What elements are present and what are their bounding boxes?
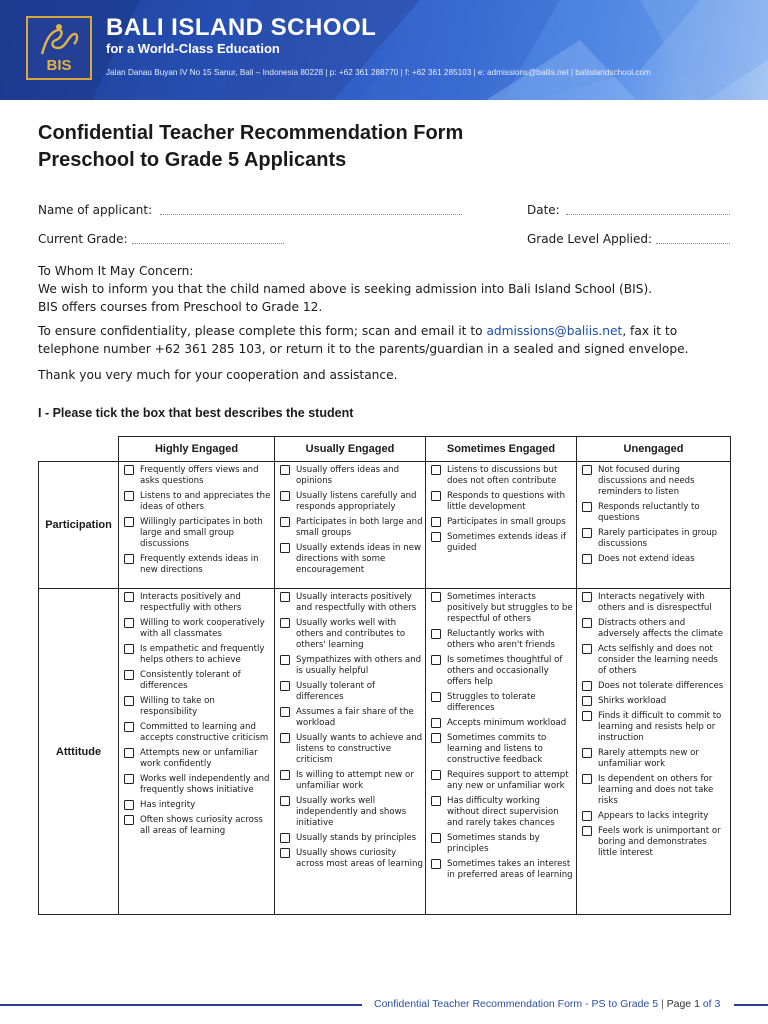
applicant-name-field[interactable]	[160, 214, 462, 215]
checkbox[interactable]	[280, 833, 290, 843]
logo-text: BIS	[46, 57, 72, 74]
checkbox-option[interactable]	[431, 718, 574, 729]
school-name: BALI ISLAND SCHOOL	[106, 14, 377, 41]
checkbox[interactable]	[124, 774, 134, 784]
checkbox-option[interactable]	[431, 491, 574, 513]
checkbox-label: Requires support to attempt any new or unfamiliar work	[447, 770, 569, 791]
assessment-table	[38, 436, 731, 915]
checkbox-option[interactable]	[124, 465, 272, 487]
checkbox[interactable]	[280, 491, 290, 501]
checkbox-list	[577, 462, 730, 572]
checkbox[interactable]	[124, 465, 134, 475]
checkbox-label: Consistently tolerant of differences	[140, 670, 241, 691]
checkbox-option[interactable]	[431, 833, 574, 855]
checkbox-label: Usually works well independently and shows initiative	[296, 796, 407, 828]
letterhead	[0, 0, 768, 104]
checkbox-option[interactable]	[280, 733, 423, 766]
checkbox-option[interactable]	[431, 692, 574, 714]
checkbox-option[interactable]	[582, 681, 728, 692]
checkbox-option[interactable]	[280, 517, 423, 539]
checkbox-option[interactable]	[431, 733, 574, 766]
checkbox-label: Attempts new or unfamiliar work confidently	[140, 748, 258, 769]
checkbox-label: Participates in small groups	[447, 517, 566, 527]
current-grade-field[interactable]	[132, 243, 284, 244]
row-header: Participation	[39, 462, 119, 589]
checkbox-label: Is willing to attempt new or unfamiliar work	[296, 770, 414, 791]
checkbox-option[interactable]	[124, 722, 272, 744]
checkbox-label: Usually wants to achieve and listens to constructive criticism	[296, 733, 423, 765]
checkbox[interactable]	[431, 796, 441, 806]
checkbox-option[interactable]	[280, 618, 423, 651]
checkbox-option[interactable]	[124, 554, 272, 576]
grade-applied-label: Grade Level Applied:	[527, 232, 653, 246]
checkbox-option[interactable]	[582, 554, 728, 565]
checkbox-option[interactable]	[582, 811, 728, 822]
checkbox-label: Sometimes takes an interest in preferred areas of learning	[447, 859, 573, 880]
checkbox-label: Usually listens carefully and responds appropriately	[296, 491, 417, 512]
table-row	[39, 462, 731, 589]
checkbox-label: Finds it difficult to commit to learning and resists help or instruction	[598, 711, 722, 743]
checkbox-option[interactable]	[582, 748, 728, 770]
checkbox-label: Participates in both large and small groups	[296, 517, 423, 538]
checkbox-label: Listens to and appreciates the ideas of others	[140, 491, 271, 512]
checkbox[interactable]	[280, 848, 290, 858]
checkbox-option[interactable]	[582, 644, 728, 677]
checkbox-option[interactable]	[582, 528, 728, 550]
checkbox-list	[275, 589, 425, 877]
page-footer	[374, 998, 720, 1010]
checkbox-list	[577, 589, 730, 866]
checkbox-label: Assumes a fair share of the workload	[296, 707, 414, 728]
letter-paragraph-1-line-2: BIS offers courses from Preschool to Grade 12.	[38, 300, 323, 314]
checkbox-list	[426, 462, 576, 561]
footer-rule-right	[734, 1004, 768, 1006]
checkbox[interactable]	[431, 592, 441, 602]
checkbox-list	[119, 589, 274, 844]
checkbox-option[interactable]	[280, 681, 423, 703]
checkbox-label: Rarely attempts new or unfamiliar work	[598, 748, 699, 769]
checkbox-label: Listens to discussions but does not often contribute	[447, 465, 558, 486]
checkbox-option[interactable]	[582, 711, 728, 744]
checkbox-label: Appears to lacks integrity	[598, 811, 709, 821]
checkbox-option[interactable]	[124, 644, 272, 666]
table-cell	[577, 589, 731, 915]
checkbox-label: Does not extend ideas	[598, 554, 695, 564]
checkbox-label: Feels work is unimportant or boring and demonstrates little interest	[598, 826, 721, 858]
checkbox-label: Usually stands by principles	[296, 833, 417, 843]
checkbox[interactable]	[124, 800, 134, 810]
checkbox-label: Usually offers ideas and opinions	[296, 465, 400, 486]
checkbox-option[interactable]	[582, 618, 728, 640]
checkbox-label: Does not tolerate differences	[598, 681, 724, 691]
checkbox-label: Sometimes interacts positively but struggles to be respectful of others	[447, 592, 573, 624]
checkbox-label: Usually works well with others and contributes to others' learning	[296, 618, 406, 650]
title-line-1: Confidential Teacher Recommendation Form	[38, 122, 464, 144]
checkbox[interactable]	[431, 532, 441, 542]
checkbox[interactable]	[124, 592, 134, 602]
salutation: To Whom It May Concern:	[38, 264, 194, 278]
checkbox[interactable]	[124, 748, 134, 758]
checkbox-option[interactable]	[431, 629, 574, 651]
checkbox[interactable]	[280, 733, 290, 743]
checkbox[interactable]	[280, 618, 290, 628]
checkbox[interactable]	[124, 644, 134, 654]
checkbox[interactable]	[582, 748, 592, 758]
checkbox-option[interactable]	[431, 532, 574, 554]
table-cell	[426, 589, 577, 915]
checkbox[interactable]	[582, 554, 592, 564]
contact-address: Jalan Danau Buyan IV No 15 Sanur, Bali – Indonesia 80228 | p: +62 361 288770 | f: +62 361 285103 | e: admissions@baliis.net | baliislandschool.com	[106, 68, 651, 77]
applicant-name-label: Name of applicant:	[38, 203, 153, 217]
checkbox-option[interactable]	[280, 796, 423, 829]
checkbox[interactable]	[280, 517, 290, 527]
school-tagline: for a World-Class Education	[106, 41, 280, 56]
checkbox[interactable]	[582, 465, 592, 475]
checkbox-label: Often shows curiosity across all areas of learning	[140, 815, 263, 836]
checkbox[interactable]	[124, 554, 134, 564]
current-grade-label: Current Grade:	[38, 232, 128, 246]
checkbox[interactable]	[431, 833, 441, 843]
cover-letter	[38, 262, 728, 384]
checkbox[interactable]	[431, 718, 441, 728]
footer-total-pages: 3	[714, 998, 721, 1010]
checkbox[interactable]	[124, 815, 134, 825]
checkbox-option[interactable]	[280, 848, 423, 870]
checkbox-option[interactable]	[280, 465, 423, 487]
checkbox-option[interactable]	[124, 618, 272, 640]
table-header-row	[39, 437, 731, 462]
date-field[interactable]	[566, 214, 730, 215]
table-corner	[39, 437, 119, 462]
checkbox-option[interactable]	[431, 517, 574, 528]
checkbox[interactable]	[582, 502, 592, 512]
admissions-email-link[interactable]: admissions@baliis.net	[486, 324, 623, 338]
checkbox[interactable]	[431, 629, 441, 639]
checkbox[interactable]	[280, 655, 290, 665]
footer-page-label: Page	[666, 998, 692, 1010]
checkbox[interactable]	[124, 670, 134, 680]
checkbox-label: Sometimes stands by principles	[447, 833, 540, 854]
checkbox[interactable]	[124, 517, 134, 527]
checkbox-option[interactable]	[280, 770, 423, 792]
checkbox[interactable]	[582, 592, 592, 602]
checkbox-option[interactable]	[582, 592, 728, 614]
checkbox-option[interactable]	[124, 592, 272, 614]
checkbox[interactable]	[280, 770, 290, 780]
column-header: Highly Engaged	[119, 437, 275, 462]
checkbox[interactable]	[124, 696, 134, 706]
page-title	[38, 120, 463, 174]
checkbox-option[interactable]	[431, 796, 574, 829]
checkbox[interactable]	[582, 618, 592, 628]
checkbox-list	[275, 462, 425, 583]
checkbox-label: Reluctantly works with others who aren't friends	[447, 629, 555, 650]
checkbox-label: Willing to take on responsibility	[140, 696, 215, 717]
column-header: Sometimes Engaged	[426, 437, 577, 462]
checkbox-option[interactable]	[280, 707, 423, 729]
checkbox-label: Works well independently and frequently shows initiative	[140, 774, 270, 795]
footer-document-title: Confidential Teacher Recommendation Form - PS to Grade 5	[374, 998, 659, 1010]
footer-page-number: 1	[694, 998, 700, 1010]
checkbox-option[interactable]	[280, 655, 423, 677]
checkbox-option[interactable]	[124, 696, 272, 718]
checkbox-label: Frequently extends ideas in new directions	[140, 554, 259, 575]
checkbox-option[interactable]	[431, 859, 574, 881]
checkbox-label: Sometimes extends ideas if guided	[447, 532, 567, 553]
checkbox[interactable]	[280, 465, 290, 475]
checkbox-option[interactable]	[582, 774, 728, 807]
checkbox[interactable]	[124, 722, 134, 732]
checkbox-list	[119, 462, 274, 583]
checkbox-label: Usually extends ideas in new directions with some encouragement	[296, 543, 421, 575]
checkbox-label: Has difficulty working without direct supervision and rarely takes chances	[447, 796, 559, 828]
checkbox-option[interactable]	[431, 465, 574, 487]
checkbox[interactable]	[280, 681, 290, 691]
checkbox-label: Willing to work cooperatively with all classmates	[140, 618, 265, 639]
table-cell	[119, 589, 275, 915]
checkbox-label: Responds to questions with little development	[447, 491, 566, 512]
checkbox-label: Sometimes commits to learning and listens to constructive feedback	[447, 733, 547, 765]
checkbox-option[interactable]	[124, 815, 272, 837]
checkbox-option[interactable]	[280, 833, 423, 844]
table-cell	[275, 589, 426, 915]
checkbox-option[interactable]	[582, 465, 728, 498]
checkbox-label: Committed to learning and accepts constructive criticism	[140, 722, 269, 743]
checkbox-label: Interacts negatively with others and is disrespectful	[598, 592, 712, 613]
checkbox-option[interactable]	[582, 826, 728, 859]
checkbox-label: Is empathetic and frequently helps others to achieve	[140, 644, 265, 665]
checkbox-label: Is dependent on others for learning and does not take risks	[598, 774, 714, 806]
footer-rule-left	[0, 1004, 362, 1006]
checkbox[interactable]	[280, 592, 290, 602]
date-label: Date:	[527, 203, 560, 217]
checkbox-option[interactable]	[280, 592, 423, 614]
checkbox-label: Shirks workload	[598, 696, 667, 706]
checkbox-label: Distracts others and adversely affects the climate	[598, 618, 724, 639]
letter-paragraph-2: To ensure confidentiality, please complete this form; scan and email it to admissions@baliis.net, fax it to telephone number +62 361 285 103, or return it to the parents/guardian in a sealed and signed envelope.	[38, 324, 689, 356]
checkbox[interactable]	[280, 707, 290, 717]
checkbox[interactable]	[582, 711, 592, 721]
checkbox[interactable]	[431, 733, 441, 743]
checkbox-option[interactable]	[124, 774, 272, 796]
checkbox[interactable]	[431, 692, 441, 702]
checkbox-label: Usually interacts positively and respectfully with others	[296, 592, 417, 613]
checkbox[interactable]	[124, 618, 134, 628]
checkbox-option[interactable]	[124, 670, 272, 692]
checkbox-label: Sympathizes with others and is usually helpful	[296, 655, 422, 676]
checkbox[interactable]	[280, 796, 290, 806]
checkbox-option[interactable]	[124, 491, 272, 513]
checkbox-option[interactable]	[124, 748, 272, 770]
checkbox[interactable]	[582, 811, 592, 821]
logo-emblem-icon	[28, 20, 90, 60]
checkbox-option[interactable]	[582, 502, 728, 524]
checkbox[interactable]	[431, 465, 441, 475]
checkbox-label: Frequently offers views and asks questions	[140, 465, 259, 486]
checkbox-label: Interacts positively and respectfully with others	[140, 592, 242, 613]
checkbox-label: Not focused during discussions and needs reminders to listen	[598, 465, 695, 497]
checkbox-option[interactable]	[280, 491, 423, 513]
checkbox-label: Rarely participates in group discussions	[598, 528, 718, 549]
checkbox-option[interactable]	[431, 770, 574, 792]
title-line-2: Preschool to Grade 5 Applicants	[38, 149, 347, 171]
letter-paragraph-3: Thank you very much for your cooperation and assistance.	[38, 368, 398, 382]
row-header: Atttitude	[39, 589, 119, 915]
checkbox-option[interactable]	[431, 592, 574, 625]
checkbox-option[interactable]	[431, 655, 574, 688]
checkbox[interactable]	[124, 491, 134, 501]
table-cell	[426, 462, 577, 589]
checkbox[interactable]	[582, 528, 592, 538]
checkbox[interactable]	[431, 517, 441, 527]
table-cell	[119, 462, 275, 589]
checkbox[interactable]	[431, 491, 441, 501]
checkbox-label: Accepts minimum workload	[447, 718, 567, 728]
checkbox-list	[426, 589, 576, 888]
checkbox-label: Willingly participates in both large and small group discussions	[140, 517, 263, 549]
checkbox-label: Is sometimes thoughtful of others and occasionally offers help	[447, 655, 563, 687]
checkbox[interactable]	[280, 543, 290, 553]
column-header: Unengaged	[577, 437, 731, 462]
section-title: I - Please tick the box that best describes the student	[38, 406, 354, 420]
footer-separator: |	[660, 998, 664, 1010]
school-logo	[26, 16, 92, 80]
checkbox[interactable]	[582, 826, 592, 836]
checkbox-option[interactable]	[124, 800, 272, 811]
checkbox[interactable]	[431, 859, 441, 869]
checkbox-label: Usually tolerant of differences	[296, 681, 376, 702]
footer-of-label: of	[702, 998, 712, 1010]
checkbox[interactable]	[582, 774, 592, 784]
checkbox-label: Has integrity	[140, 800, 196, 810]
checkbox-option[interactable]	[124, 517, 272, 550]
grade-applied-field[interactable]	[656, 243, 730, 244]
checkbox-label: Struggles to tolerate differences	[447, 692, 536, 713]
checkbox[interactable]	[431, 770, 441, 780]
column-header: Usually Engaged	[275, 437, 426, 462]
checkbox[interactable]	[431, 655, 441, 665]
table-body	[39, 462, 731, 915]
checkbox-label: Responds reluctantly to questions	[598, 502, 700, 523]
checkbox-option[interactable]	[280, 543, 423, 576]
checkbox[interactable]	[582, 681, 592, 691]
checkbox-label: Acts selfishly and does not consider the learning needs of others	[598, 644, 718, 676]
letter-paragraph-1-line-1: We wish to inform you that the child named above is seeking admission into Bali Island School (BIS).	[38, 282, 653, 296]
checkbox-label: Usually shows curiosity across most areas of learning	[296, 848, 423, 869]
table-row	[39, 589, 731, 915]
table-cell	[275, 462, 426, 589]
checkbox[interactable]	[582, 644, 592, 654]
checkbox-option[interactable]	[582, 696, 728, 707]
table-cell	[577, 462, 731, 589]
checkbox[interactable]	[582, 696, 592, 706]
